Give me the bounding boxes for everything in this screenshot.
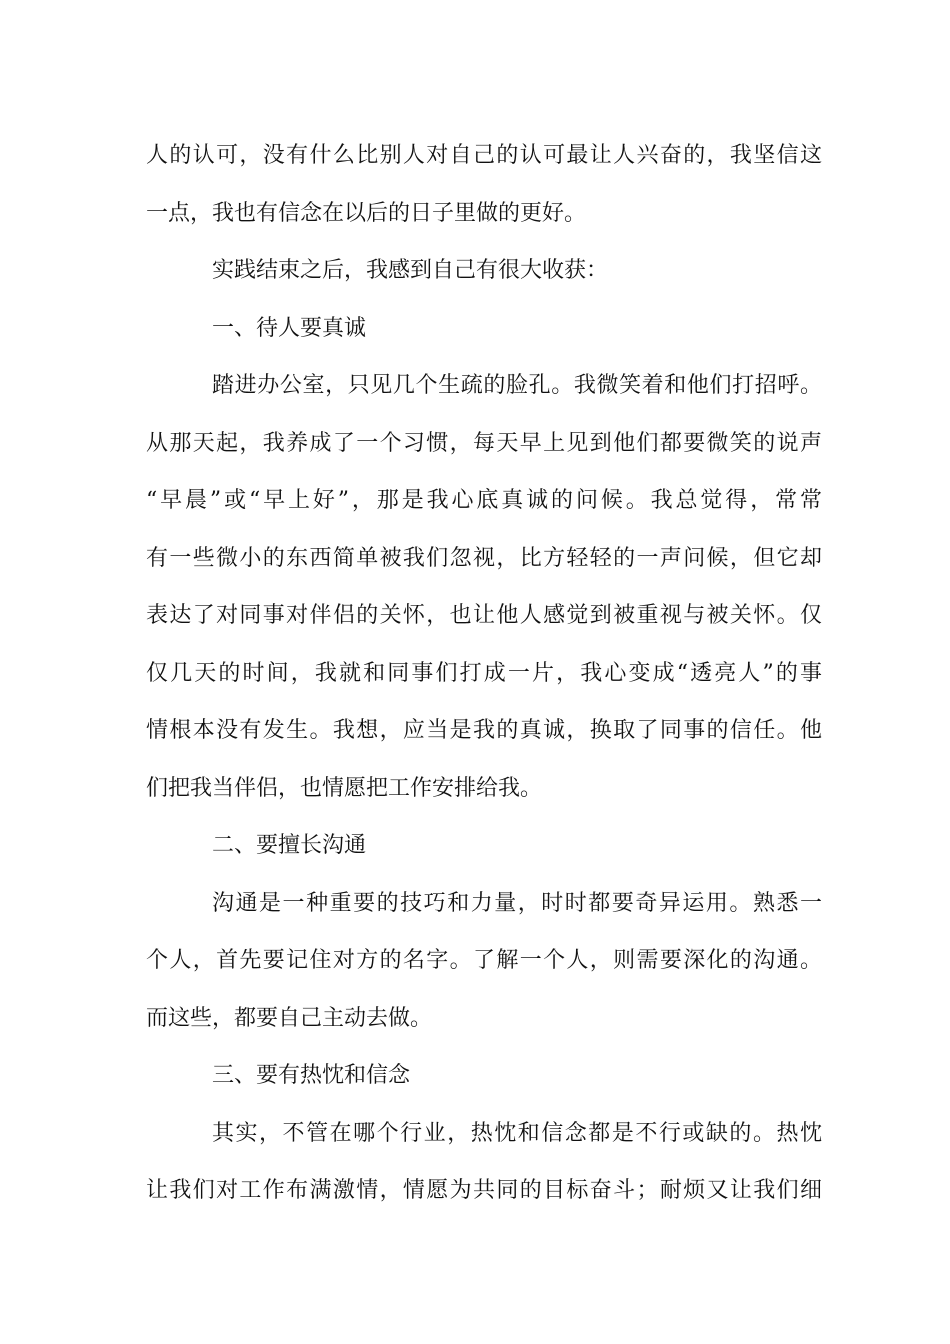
- text-line: 表达了对同事对伴侣的关怀，也让他人感觉到被重视与被关怀。仅: [146, 603, 822, 628]
- body-text: [146, 127, 822, 1220]
- text-line: 让我们对工作布满激情，情愿为共同的目标奋斗；耐烦又让我们细: [146, 1178, 822, 1203]
- text-line: 而这些，都要自己主动去做。: [146, 1005, 433, 1031]
- text-line: 一、待人要真诚: [212, 315, 367, 341]
- text-line: 有一些微小的东西简单被我们忽视，比方轻轻的一声问候，但它却: [146, 545, 822, 571]
- text-line: 二、要擅长沟通: [212, 833, 367, 858]
- text-line: 其实，不管在哪个行业，热忱和信念都是不行或缺的。热忱: [212, 1120, 822, 1146]
- text-line: “早晨”或“早上好”，那是我心底真诚的问候。我总觉得，常常: [146, 488, 822, 513]
- text-line: 三、要有热忱和信念: [212, 1063, 411, 1088]
- text-line: 情根本没有发生。我想，应当是我的真诚，换取了同事的信任。他: [146, 718, 822, 743]
- text-line: 一点，我也有信念在以后的日子里做的更好。: [146, 200, 587, 226]
- text-line: 个人，首先要记住对方的名字。了解一个人，则需要深化的沟通。: [146, 948, 822, 973]
- text-line: 从那天起，我养成了一个习惯，每天早上见到他们都要微笑的说声: [146, 430, 822, 456]
- text-line: 人的认可，没有什么比别人对自己的认可最让人兴奋的，我坚信这: [146, 143, 822, 168]
- text-line: 踏进办公室，只见几个生疏的脸孔。我微笑着和他们打招呼。: [212, 373, 822, 398]
- text-line: 仅几天的时间，我就和同事们打成一片，我心变成“透亮人”的事: [146, 660, 822, 686]
- text-line: 沟通是一种重要的技巧和力量，时时都要奇异运用。熟悉一: [212, 890, 822, 916]
- text-line: 们把我当伴侣，也情愿把工作安排给我。: [146, 775, 543, 801]
- text-line: 实践结束之后，我感到自己有很大收获：: [212, 258, 609, 283]
